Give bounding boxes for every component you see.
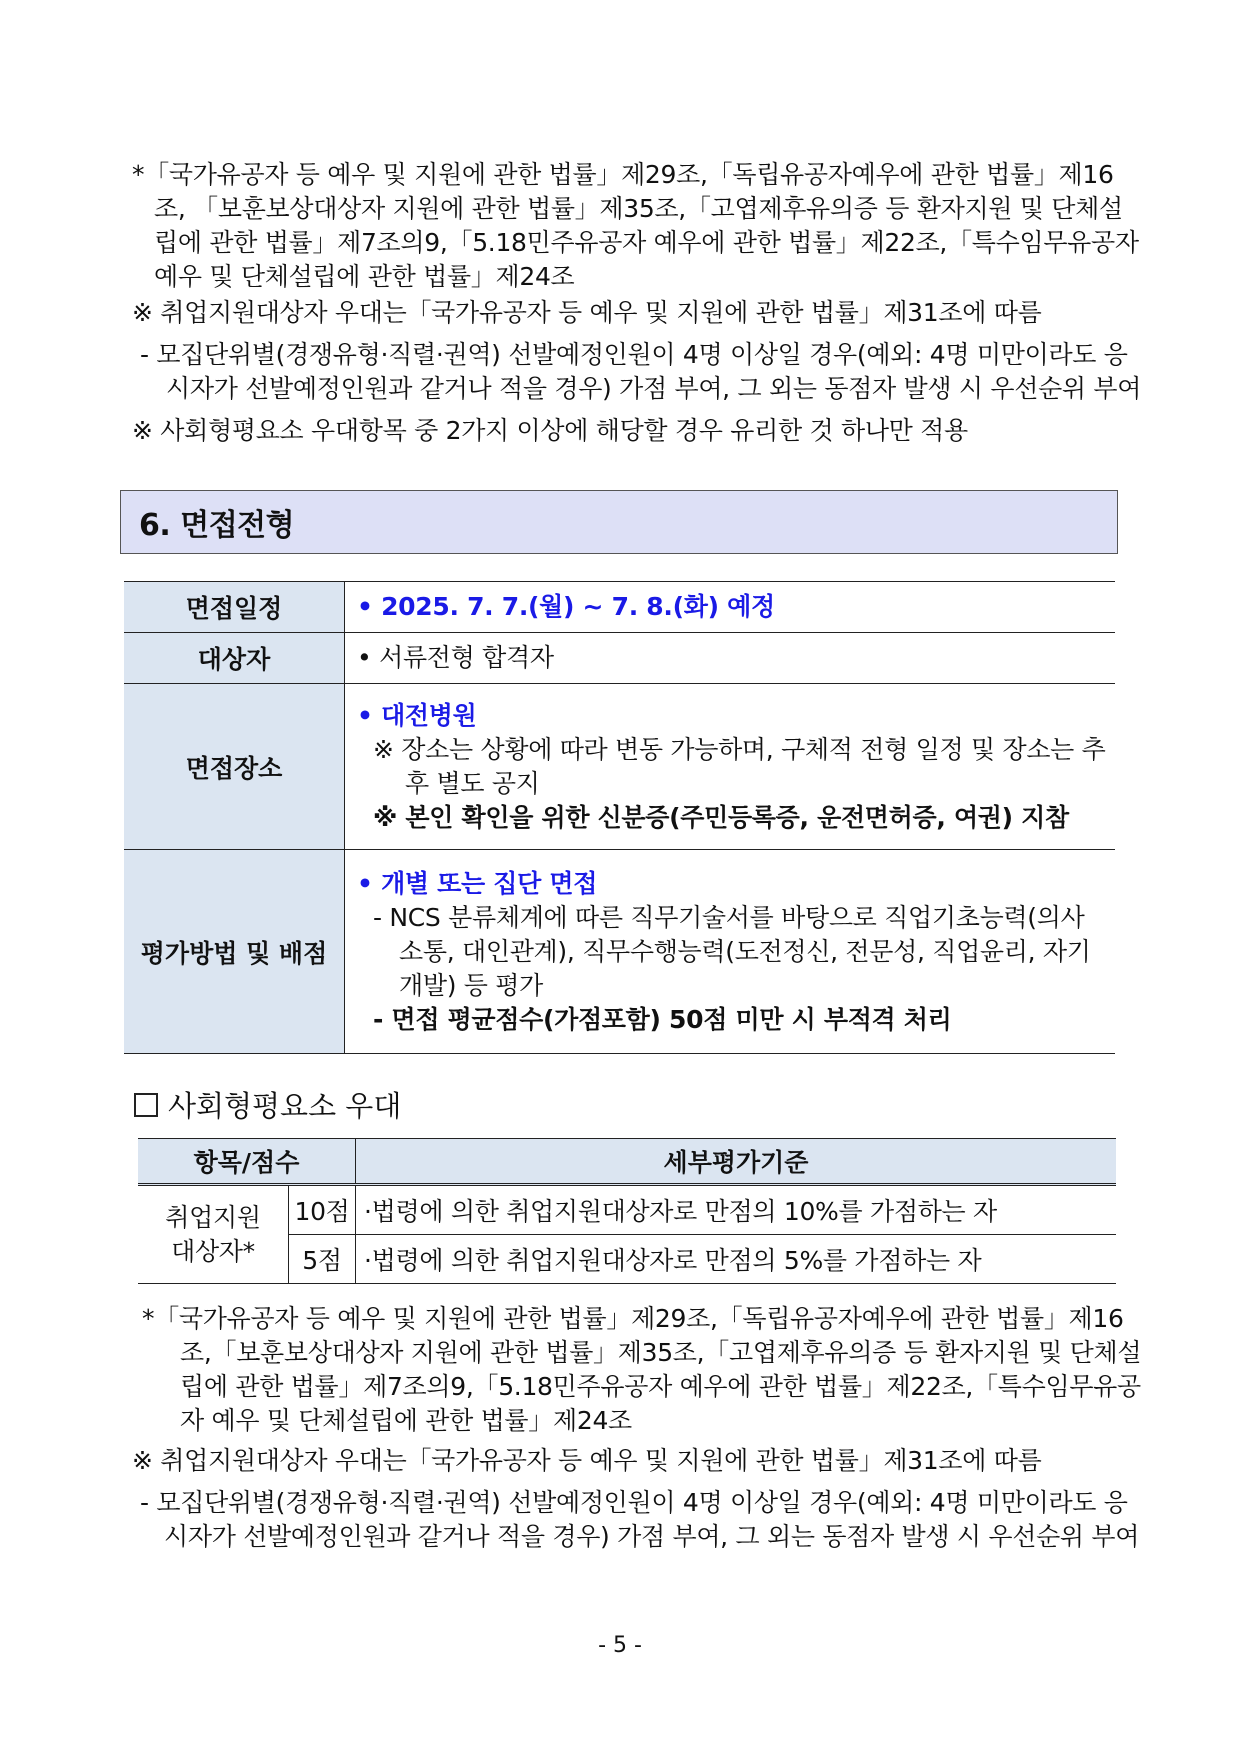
col-criteria: 세부평가기준 [356,1139,1117,1185]
place-value: • 대전병원 [357,700,477,730]
top-laws-note: *「국가유공자 등 예우 및 지원에 관한 법률」제29조,「독립유공자예우에 관한 법률」제16조, 「보훈보상대상자 지원에 관한 법률」제35조,「고엽제후유의증 등 환자지원 및 단체설립에 관한 법률」제7조의9,「5.18민주유공자 예우에 관한 법률」제22조,「특수임무유공자 예우 및 단체설립에 관한 법률」제24조 [132,160,1139,291]
bottom-note-employment: ※ 취업지원대상자 우대는「국가유공자 등 예우 및 지원에 관한 법률」제31조에 따름 [132,1446,1042,1475]
section-title: 6. 면접전형 [139,508,295,543]
date-value: • 2025. 7. 7.(월) ~ 7. 8.(화) 예정 [345,582,1116,633]
place-cell [345,684,1116,850]
social-equity-title [134,1084,401,1125]
social-equity-table [138,1138,1116,1284]
eval-label: 평가방법 및 배점 [124,850,345,1054]
top-note-employment: ※ 취업지원대상자 우대는「국가유공자 등 예우 및 지원에 관한 법률」제31조에 따름 [132,298,1042,327]
points-cell: 10점 [289,1185,356,1235]
target-label: 대상자 [124,633,345,684]
bottom-note-dash: - 모집단위별(경쟁유형·직렬·권역) 선발예정인원이 4명 이상일 경우(예외: 4명 미만이라도 응시자가 선발예정인원과 같거나 적을 경우) 가점 부여, 그 외는 동점자 발생 시 우선순위 부여 [140,1488,1140,1551]
criteria-cell: ·법령에 의한 취업지원대상자로 만점의 5%를 가점하는 자 [364,1246,982,1275]
points-cell: 5점 [289,1235,356,1284]
eval-value: • 개별 또는 집단 면접 [357,868,598,898]
table-row [138,1185,1116,1235]
target-value: • 서류전형 합격자 [345,633,1116,684]
category-cell [138,1185,289,1284]
table-header-row [138,1139,1116,1185]
section-header [120,490,1118,554]
date-label: 면접일정 [124,582,345,633]
interview-table [124,581,1115,1054]
place-label: 면접장소 [124,684,345,850]
table-row [124,684,1115,850]
table-row [124,850,1115,1054]
eval-item-threshold: - 면접 평균점수(가점포함) 50점 미만 시 부적격 처리 [373,1004,952,1034]
category-label: 취업지원대상자* [165,1202,261,1266]
eval-cell [345,850,1116,1054]
social-equity-title-text: 사회형평요소 우대 [168,1089,402,1123]
place-note-id: ※ 본인 확인을 위한 신분증(주민등록증, 운전면허증, 여권) 지참 [373,802,1069,832]
checkbox-square-icon [134,1093,158,1117]
table-row [124,582,1115,633]
top-note-priority: ※ 사회형평요소 우대항목 중 2가지 이상에 해당할 경우 유리한 것 하나만 적용 [132,416,968,445]
place-note-change: ※ 장소는 상황에 따라 변동 가능하며, 구체적 전형 일정 및 장소는 추후 별도 공지 [373,734,1106,798]
criteria-cell: ·법령에 의한 취업지원대상자로 만점의 10%를 가점하는 자 [356,1185,1117,1235]
eval-item-ncs: - NCS 분류체계에 따른 직무기술서를 바탕으로 직업기초능력(의사소통, 대인관계), 직무수행능력(도전정신, 전문성, 직업윤리, 자기개발) 등 평가 [373,902,1091,1000]
page-number: - 5 - [598,1633,642,1658]
top-note-dash: - 모집단위별(경쟁유형·직렬·권역) 선발예정인원이 4명 이상일 경우(예외: 4명 미만이라도 응시자가 선발예정인원과 같거나 적을 경우) 가점 부여, 그 외는 동점자 발생 시 우선순위 부여 [140,340,1142,403]
col-item-score: 항목/점수 [138,1139,356,1185]
table-row [124,633,1115,684]
bottom-laws-note: *「국가유공자 등 예우 및 지원에 관한 법률」제29조,「독립유공자예우에 관한 법률」제16조,「보훈보상대상자 지원에 관한 법률」제35조,「고엽제후유의증 등 환자지원 및 단체설립에 관한 법률」제7조의9,「5.18민주유공자 예우에 관한 법률」제22조,「특수임무유공자 예우 및 단체설립에 관한 법률」제24조 [142,1304,1142,1435]
